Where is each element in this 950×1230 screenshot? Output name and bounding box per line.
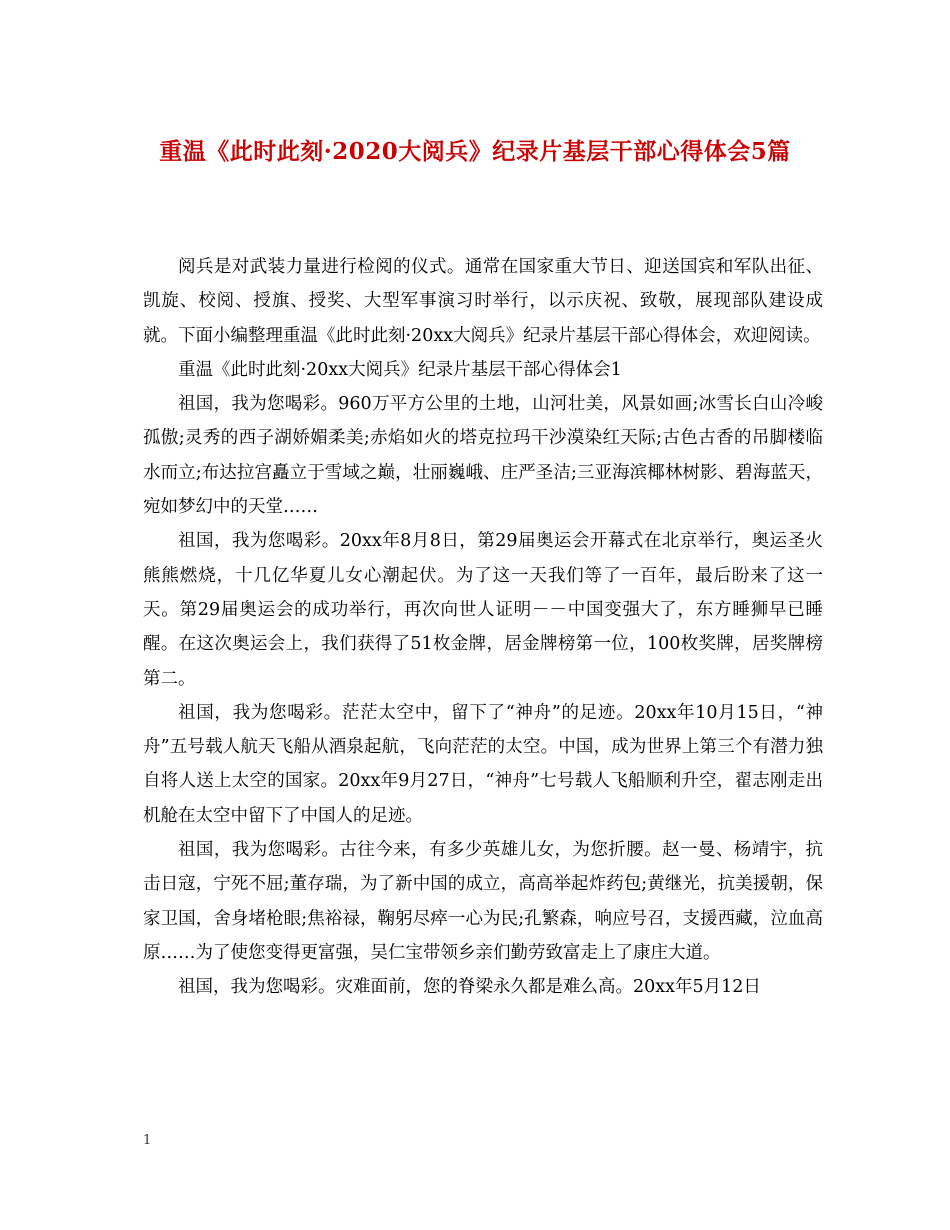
paragraph: 祖国，我为您喝彩。20xx年8月8日，第29届奥运会开幕式在北京举行，奥运圣火熊熊燃烧，十几亿华夏儿女心潮起伏。为了这一天我们等了一百年，最后盼来了这一天。第29届奥运会的成功举行，再次向世人证明－－中国变强大了，东方睡狮早已睡醒。在这次奥运会上，我们获得了51枚金牌，居金牌榜第一位，100枚奖牌，居奖牌榜第二。 [143, 531, 823, 689]
paragraph-intro: 阅兵是对武装力量进行检阅的仪式。通常在国家重大节日、迎送国宾和军队出征、凯旋、校阅、授旗、授奖、大型军事演习时举行，以示庆祝、致敬，展现部队建设成就。下面小编整理重温《此时此刻·20xx大阅兵》纪录片基层干部心得体会，欢迎阅读。 [143, 257, 823, 346]
document-title: 重温《此时此刻·2020大阅兵》纪录片基层干部心得体会5篇 [159, 138, 791, 165]
document-body [143, 250, 823, 1005]
paragraph: 祖国，我为您喝彩。古往今来，有多少英雄儿女，为您折腰。赵一曼、杨靖宇，抗击日寇，宁死不屈;董存瑞，为了新中国的成立，高高举起炸药包;黄继光，抗美援朝，保家卫国，舍身堵枪眼;焦裕禄，鞠躬尽瘁一心为民;孔繁森，响应号召，支援西藏，泣血高原……为了使您变得更富强，吴仁宝带领乡亲们勤劳致富走上了康庄大道。 [143, 840, 823, 963]
page-number: 1 [143, 1133, 152, 1148]
paragraph: 祖国，我为您喝彩。灾难面前，您的脊梁永久都是难么高。20xx年5月12日 [178, 977, 761, 998]
paragraph: 祖国，我为您喝彩。茫茫太空中，留下了“神舟”的足迹。20xx年10月15日，“神舟”五号载人航天飞船从酒泉起航，飞向茫茫的太空。中国，成为世界上第三个有潜力独自将人送上太空的国家。20xx年9月27日，“神舟”七号载人飞船顺利升空，翟志刚走出机舱在太空中留下了中国人的足迹。 [143, 702, 823, 826]
paragraph: 祖国，我为您喝彩。960万平方公里的土地，山河壮美，风景如画;冰雪长白山冷峻孤傲;灵秀的西子湖娇媚柔美;赤焰如火的塔克拉玛干沙漠染红天际;古色古香的吊脚楼临水而立;布达拉宫矗立于雪域之巅，壮丽巍峨、庄严圣洁;三亚海滨椰林树影、碧海蓝天，宛如梦幻中的天堂…… [143, 394, 823, 518]
section-heading: 重温《此时此刻·20xx大阅兵》纪录片基层干部心得体会1 [178, 359, 622, 380]
